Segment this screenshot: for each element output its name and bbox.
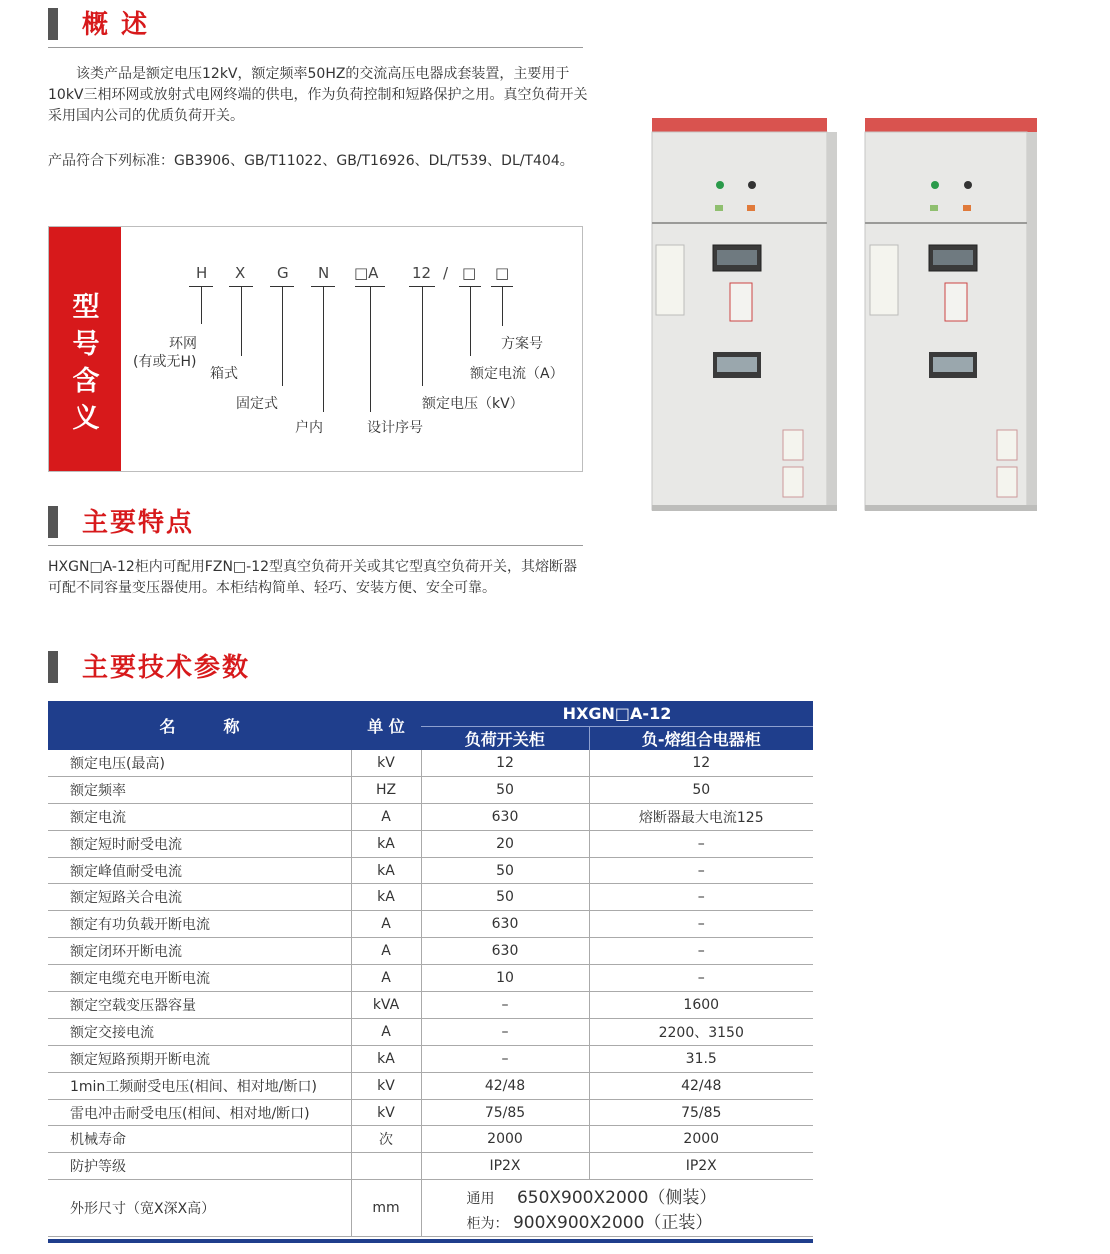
section-header-params — [48, 643, 583, 691]
param-load-switch: 75/85 — [421, 1099, 589, 1126]
model-meaning-side-label — [49, 227, 121, 471]
code-x: X — [235, 264, 246, 282]
param-name: 额定短时耐受电流 — [48, 830, 351, 857]
section-title-params: 主要技术参数 — [82, 653, 251, 683]
cabinet-left — [652, 118, 837, 511]
table-row — [48, 992, 813, 1019]
param-name: 额定频率 — [48, 776, 351, 803]
dims-line-1 — [467, 1183, 814, 1208]
param-unit: A — [351, 1018, 421, 1045]
param-fuse-combo: – — [589, 965, 813, 992]
header-unit: 单 位 — [351, 701, 421, 750]
table-bottom-bar — [48, 1239, 813, 1243]
table-row — [48, 965, 813, 992]
instruction-plate — [656, 245, 684, 315]
section-bar — [48, 8, 58, 40]
code-slash: / — [443, 264, 449, 282]
header-col1: 负荷开关柜 — [421, 726, 589, 750]
param-fuse-combo: 熔断器最大电流125 — [589, 803, 813, 830]
label-fixed: 固定式 — [236, 396, 278, 412]
terminal-panel — [783, 430, 803, 460]
header-col2: 负-熔组合电器柜 — [589, 726, 813, 750]
param-load-switch: 42/48 — [421, 1072, 589, 1099]
section-title-features: 主要特点 — [82, 508, 195, 538]
table-row — [48, 1072, 813, 1099]
param-unit: kVA — [351, 992, 421, 1019]
label-voltage: 额定电压（kV） — [422, 396, 524, 412]
code-current: □ — [462, 264, 477, 282]
cabinet-right — [865, 118, 1037, 511]
leader-scheme — [502, 286, 503, 326]
code-design: □A — [354, 264, 379, 282]
param-unit: kA — [351, 830, 421, 857]
features-paragraph: HXGN□A-12柜内可配用FZN□-12型真空负荷开关或其它型真空负荷开关，其熔断器可配不同容量变压器使用。本柜结构简单、轻巧、安装方便、安全可靠。 — [48, 559, 578, 596]
leader-n — [323, 286, 324, 412]
param-unit: kA — [351, 884, 421, 911]
param-fuse-combo: 2000 — [589, 1126, 813, 1153]
label-design: 设计序号 — [367, 420, 423, 436]
table-row — [48, 857, 813, 884]
param-unit: 次 — [351, 1126, 421, 1153]
terminal-panel — [997, 430, 1017, 460]
indicator-black — [964, 181, 972, 189]
param-name: 额定电压(最高) — [48, 750, 351, 777]
label-box: 箱式 — [210, 366, 238, 382]
small-label — [963, 205, 971, 211]
param-load-switch: – — [421, 1045, 589, 1072]
param-load-switch: 50 — [421, 857, 589, 884]
table-row — [48, 938, 813, 965]
code-scheme: □ — [495, 264, 510, 282]
param-load-switch: – — [421, 1018, 589, 1045]
dims-name: 外形尺寸（宽X深X高） — [48, 1180, 351, 1237]
param-name: 额定闭环开断电流 — [48, 938, 351, 965]
param-fuse-combo: – — [589, 884, 813, 911]
label-ring-note: (有或无H) — [133, 354, 197, 370]
code-g: G — [277, 264, 289, 282]
cabinet-base — [865, 505, 1037, 511]
leader-design — [370, 286, 371, 412]
param-fuse-combo: 2200、3150 — [589, 1018, 813, 1045]
table-row — [48, 1126, 813, 1153]
overview-paragraph: 该类产品是额定电压12kV，额定频率50HZ的交流高压电器成套装置，主要用于10kV三相环网或放射式电网终端的供电，作为负荷控制和短路保护之用。真空负荷开关采用国内公司的优质负荷开关。 — [48, 66, 588, 124]
param-name: 额定峰值耐受电流 — [48, 857, 351, 884]
side-char-2: 号 — [72, 329, 100, 360]
param-fuse-combo: 12 — [589, 750, 813, 777]
param-name: 额定电流 — [48, 803, 351, 830]
terminal-panel — [997, 467, 1017, 497]
param-unit: kA — [351, 1045, 421, 1072]
section-header-features — [48, 498, 583, 546]
header-model: HXGN□A-12 — [421, 701, 813, 726]
model-meaning-box — [48, 226, 583, 472]
param-load-switch: 630 — [421, 911, 589, 938]
warning-plate — [945, 283, 967, 321]
spec-table-body — [48, 750, 813, 1237]
param-fuse-combo: 1600 — [589, 992, 813, 1019]
dims-line-2 — [467, 1208, 814, 1233]
dims-prefix-2: 柜为： — [466, 1216, 509, 1233]
table-row — [48, 803, 813, 830]
table-row — [48, 750, 813, 777]
dims-size-1: 650X900X2000（侧装） — [516, 1188, 717, 1209]
param-load-switch: 50 — [421, 776, 589, 803]
standards-paragraph: 产品符合下列标准：GB3906、GB/T11022、GB/T16926、DL/T539、DL/T404。 — [48, 153, 574, 169]
section-header-overview — [48, 0, 583, 48]
cabinet-side — [827, 132, 837, 510]
param-fuse-combo: – — [589, 830, 813, 857]
table-row — [48, 1018, 813, 1045]
cabinet-top-red — [865, 118, 1037, 132]
view-glass — [933, 357, 973, 372]
code-n: N — [318, 264, 330, 282]
indicator-green — [931, 181, 939, 189]
param-load-switch: 20 — [421, 830, 589, 857]
param-unit: kV — [351, 1072, 421, 1099]
param-unit — [351, 1153, 421, 1180]
spec-table — [48, 701, 813, 1237]
param-name: 1min工频耐受电压(相间、相对地/断口) — [48, 1072, 351, 1099]
meter-glass — [933, 250, 973, 265]
param-name: 额定电缆充电开断电流 — [48, 965, 351, 992]
table-row — [48, 884, 813, 911]
param-load-switch: 50 — [421, 884, 589, 911]
dims-unit: mm — [351, 1180, 421, 1237]
table-row — [48, 1180, 813, 1237]
param-load-switch: 630 — [421, 938, 589, 965]
small-label — [747, 205, 755, 211]
label-current: 额定电流（A） — [470, 366, 564, 382]
param-fuse-combo: 50 — [589, 776, 813, 803]
side-char-3: 含 — [72, 366, 100, 397]
cabinet-top-red — [652, 118, 827, 132]
table-row — [48, 1045, 813, 1072]
param-fuse-combo: 75/85 — [589, 1099, 813, 1126]
leader-current — [470, 286, 471, 356]
dims-value — [421, 1180, 813, 1237]
param-name: 防护等级 — [48, 1153, 351, 1180]
section-bar — [48, 506, 58, 538]
param-fuse-combo: IP2X — [589, 1153, 813, 1180]
param-name: 机械寿命 — [48, 1126, 351, 1153]
param-unit: kV — [351, 1099, 421, 1126]
param-name: 额定短路关合电流 — [48, 884, 351, 911]
param-name: 额定短路预期开断电流 — [48, 1045, 351, 1072]
label-ring: 环网 — [169, 336, 197, 352]
table-row — [48, 1099, 813, 1126]
param-load-switch: 12 — [421, 750, 589, 777]
small-label — [930, 205, 938, 211]
label-scheme: 方案号 — [501, 336, 543, 352]
param-load-switch: 630 — [421, 803, 589, 830]
param-unit: A — [351, 803, 421, 830]
header-name: 名 称 — [48, 701, 351, 750]
param-load-switch: 10 — [421, 965, 589, 992]
code-voltage: 12 — [412, 264, 432, 282]
label-indoor: 户内 — [295, 420, 323, 436]
param-fuse-combo: – — [589, 911, 813, 938]
param-name: 额定有功负载开断电流 — [48, 911, 351, 938]
param-name: 额定交接电流 — [48, 1018, 351, 1045]
side-char-1: 型 — [72, 292, 100, 323]
param-unit: kV — [351, 750, 421, 777]
dims-prefix-1: 通用 — [466, 1191, 495, 1208]
meter-glass — [717, 250, 757, 265]
param-unit: kA — [351, 857, 421, 884]
terminal-panel — [783, 467, 803, 497]
code-h: H — [196, 264, 208, 282]
param-fuse-combo: – — [589, 938, 813, 965]
dims-size-2: 900X900X2000（正装） — [512, 1213, 713, 1234]
param-unit: HZ — [351, 776, 421, 803]
param-fuse-combo: – — [589, 857, 813, 884]
side-char-4: 义 — [72, 403, 100, 434]
param-load-switch: 2000 — [421, 1126, 589, 1153]
section-title-overview: 概 述 — [82, 10, 150, 40]
leader-voltage — [422, 286, 423, 386]
table-row — [48, 1153, 813, 1180]
indicator-green — [716, 181, 724, 189]
switchgear-cabinets-image — [640, 105, 1060, 525]
section-bar — [48, 651, 58, 683]
param-load-switch: – — [421, 992, 589, 1019]
cabinet-side — [1027, 132, 1037, 510]
table-row — [48, 911, 813, 938]
view-glass — [717, 357, 757, 372]
param-name: 雷电冲击耐受电压(相间、相对地/断口) — [48, 1099, 351, 1126]
param-unit: A — [351, 911, 421, 938]
leader-h — [201, 286, 202, 324]
param-fuse-combo: 42/48 — [589, 1072, 813, 1099]
param-name: 额定空载变压器容量 — [48, 992, 351, 1019]
table-row — [48, 830, 813, 857]
param-fuse-combo: 31.5 — [589, 1045, 813, 1072]
instruction-plate — [870, 245, 898, 315]
cabinet-base — [652, 505, 837, 511]
table-row — [48, 776, 813, 803]
leader-g — [282, 286, 283, 386]
param-load-switch: IP2X — [421, 1153, 589, 1180]
param-unit: A — [351, 938, 421, 965]
param-unit: A — [351, 965, 421, 992]
small-label — [715, 205, 723, 211]
leader-x — [241, 286, 242, 356]
indicator-black — [748, 181, 756, 189]
warning-plate — [730, 283, 752, 321]
